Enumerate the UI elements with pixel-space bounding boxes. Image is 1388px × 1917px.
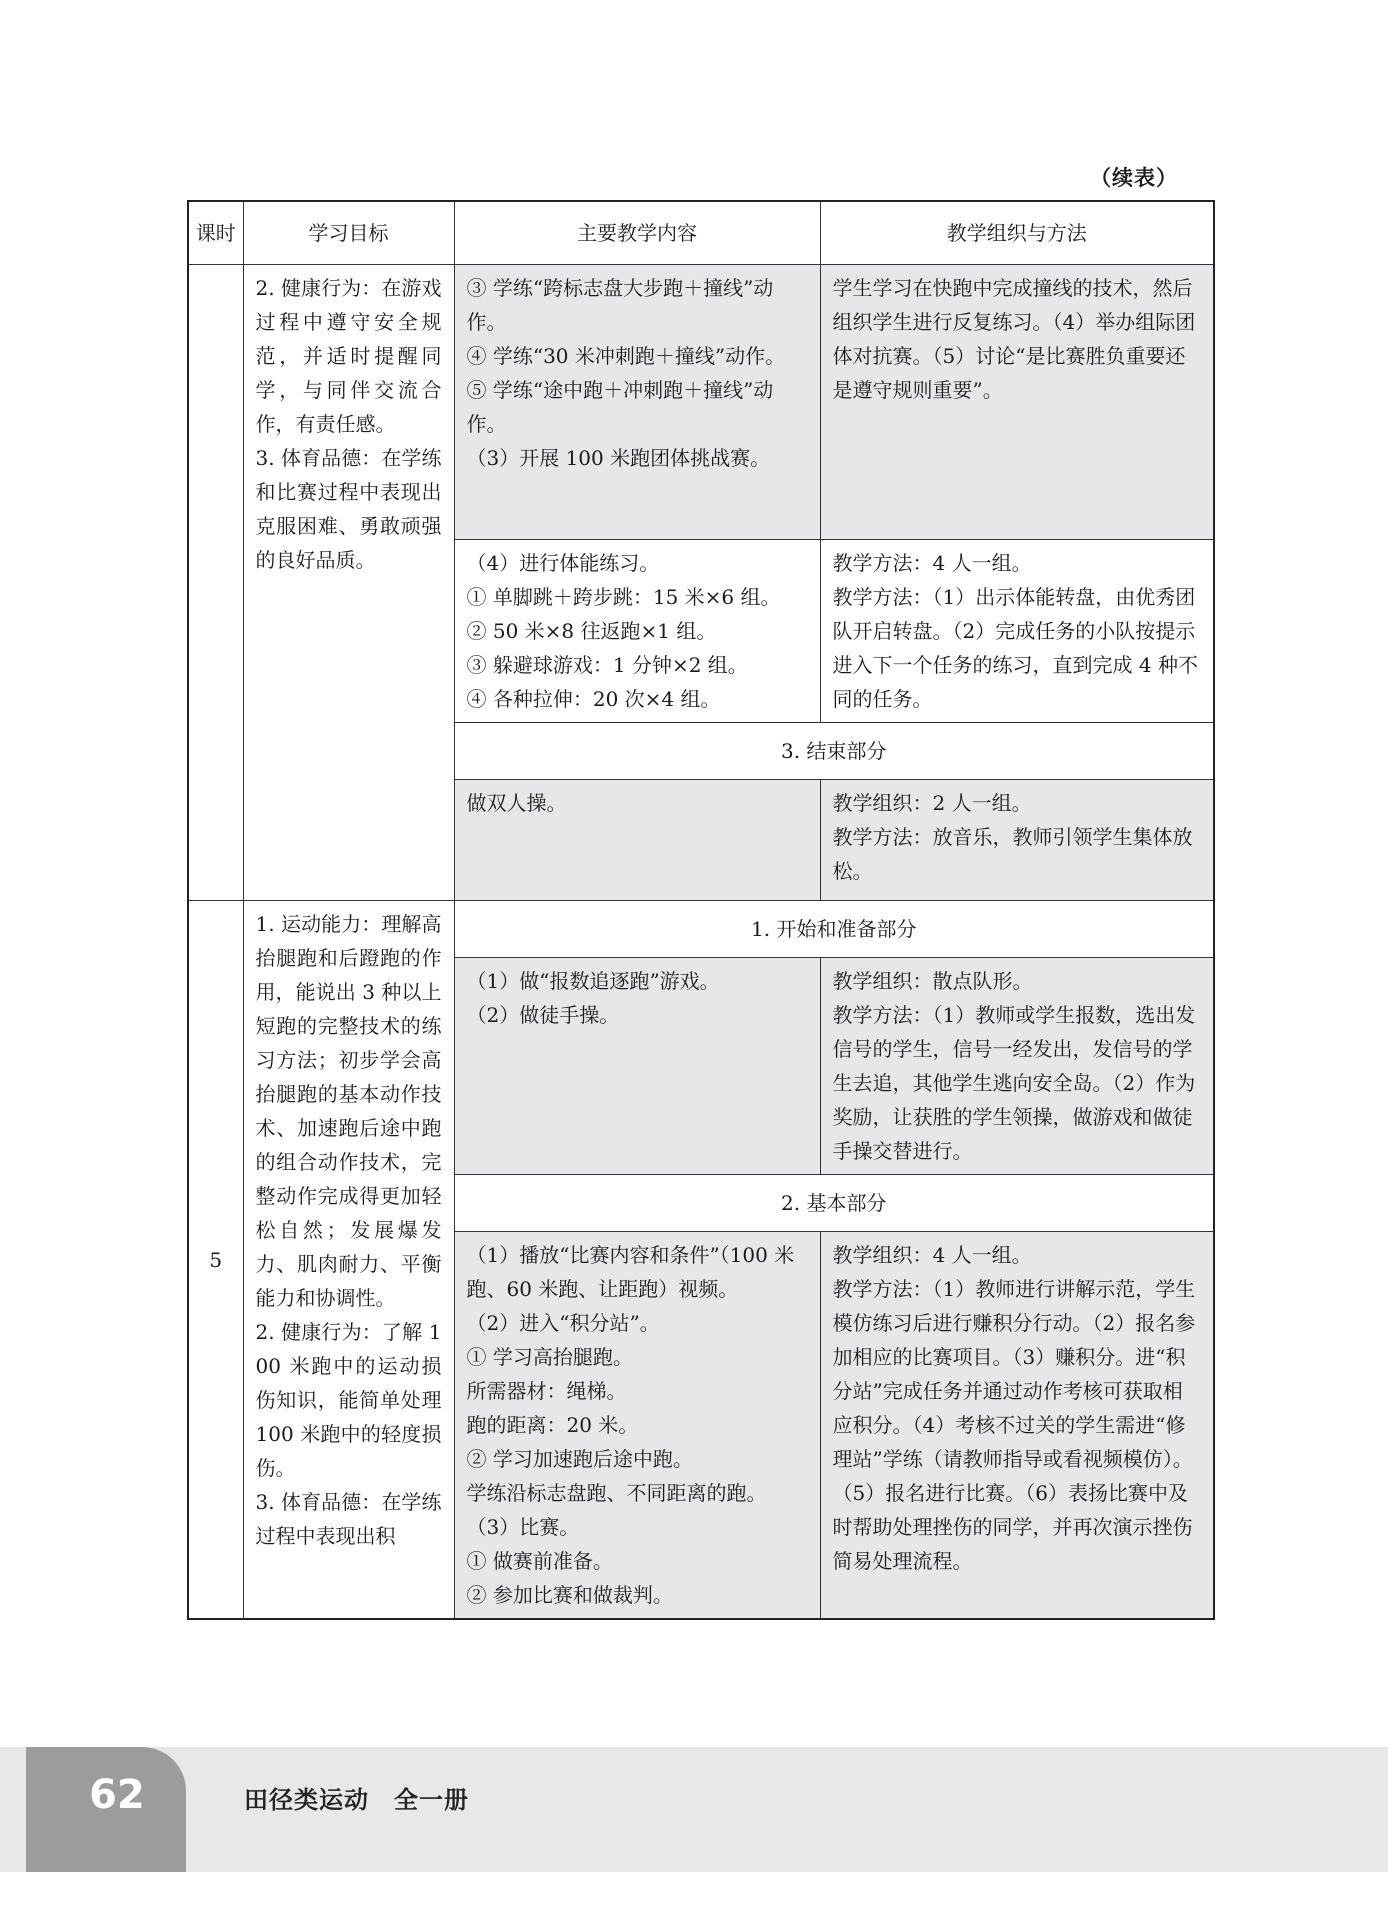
goals-cell	[243, 265, 454, 901]
content-line: （2）进入“积分站”。	[466, 1311, 660, 1335]
content-cell	[454, 958, 820, 1175]
section-heading-basic: 2. 基本部分	[454, 1175, 1214, 1232]
content-line: （3）比赛。	[466, 1515, 580, 1539]
method-line: 教学方法：（1）教师进行讲解示范，学生模仿练习后进行赚积分行动。（2）报名参加相应的比赛项目。（3）赚积分。进“积分站”完成任务并通过动作考核可获取相应积分。（4）考核不过关的学生需进“修理站”学练（请教师指导或看视频模仿）。（5）报名进行比赛。（6）表扬比赛中及时帮助处理挫伤的同学，并再次演示挫伤简易处理流程。	[832, 1277, 1196, 1573]
content-line: ③ 学练“跨标志盘大步跑＋撞线”动作。	[466, 276, 774, 334]
method-cell	[820, 958, 1214, 1175]
method-cell	[820, 780, 1214, 901]
method-cell	[820, 540, 1214, 723]
content-cell	[454, 540, 820, 723]
method-line: 教学方法：（1）教师或学生报数，选出发信号的学生，信号一经发出，发信号的学生去追，其他学生逃向安全岛。（2）作为奖励，让获胜的学生领操，做游戏和做徒手操交替进行。	[832, 1003, 1196, 1163]
content-line: （3）开展 100 米跑团体挑战赛。	[466, 446, 771, 470]
content-cell	[454, 1232, 820, 1620]
header-method: 教学组织与方法	[820, 201, 1214, 265]
page-number: 62	[89, 1772, 145, 1818]
lesson-plan-table	[187, 200, 1215, 1620]
content-line: ② 学习加速跑后途中跑。	[466, 1447, 693, 1471]
table-row	[188, 901, 1214, 958]
content-cell: 做双人操。	[454, 780, 820, 901]
content-line: ④ 各种拉伸：20 次×4 组。	[466, 687, 721, 711]
content-line: （1）做“报数追逐跑”游戏。	[466, 969, 720, 993]
content-line: （2）做徒手操。	[466, 1003, 620, 1027]
method-cell: 学生学习在快跑中完成撞线的技术，然后组织学生进行反复练习。（4）举办组际团体对抗赛。（5）讨论“是比赛胜负重要还是遵守规则重要”。	[820, 265, 1214, 540]
method-line: 教学方法：4 人一组。	[832, 551, 1032, 575]
goals-cell	[243, 901, 454, 1620]
content-line: ② 50 米×8 往返跑×1 组。	[466, 619, 717, 643]
section-heading-end: 3. 结束部分	[454, 723, 1214, 780]
table-row	[188, 265, 1214, 540]
content-cell	[454, 265, 820, 540]
method-line: 教学组织：4 人一组。	[832, 1243, 1032, 1267]
content-line: 跑的距离：20 米。	[466, 1413, 639, 1437]
content-line: ⑤ 学练“途中跑＋冲刺跑＋撞线”动作。	[466, 378, 774, 436]
content-line: ② 参加比赛和做裁判。	[466, 1583, 673, 1607]
goal-item: 1. 运动能力：理解高抬腿跑和后蹬跑的作用，能说出 3 种以上短跑的完整技术的练习方法；初步学会高抬腿跑的基本动作技术、加速跑后途中跑的组合动作技术，完整动作完成得更加轻松自然；发展爆发力、肌肉耐力、平衡能力和协调性。	[255, 912, 442, 1310]
method-line: 教学方法：（1）出示体能转盘，由优秀团队开启转盘。（2）完成任务的小队按提示进入下一个任务的练习，直到完成 4 种不同的任务。	[832, 585, 1198, 711]
goal-item: 2. 健康行为：了解 100 米跑中的运动损伤知识，能简单处理 100 米跑中的轻度损伤。	[255, 1320, 442, 1480]
book-title: 田径类运动 全一册	[244, 1786, 469, 1814]
table-header-row	[188, 201, 1214, 265]
goal-item: 2. 健康行为：在游戏过程中遵守安全规范，并适时提醒同学，与同伴交流合作，有责任感。	[255, 276, 442, 436]
goal-item: 3. 体育品德：在学练和比赛过程中表现出克服困难、勇敢顽强的良好品质。	[255, 446, 442, 572]
header-goals: 学习目标	[243, 201, 454, 265]
footer-band	[0, 1747, 1388, 1872]
lesson-cell-blank	[188, 265, 243, 901]
method-line: 教学组织：2 人一组。	[832, 791, 1032, 815]
content-line: ① 学习高抬腿跑。	[466, 1345, 633, 1369]
section-heading-start: 1. 开始和准备部分	[454, 901, 1214, 958]
header-lesson: 课时	[188, 201, 243, 265]
content-line: ③ 躲避球游戏：1 分钟×2 组。	[466, 653, 748, 677]
continued-label: （续表）	[1090, 166, 1178, 190]
content-line: 学练沿标志盘跑、不同距离的跑。	[466, 1481, 767, 1505]
content-line: （4）进行体能练习。	[466, 551, 660, 575]
lesson-number: 5	[188, 901, 243, 1620]
method-line: 教学组织：散点队形。	[832, 969, 1033, 993]
content-line: 所需器材：绳梯。	[466, 1379, 627, 1403]
content-line: （1）播放“比赛内容和条件”（100 米跑、60 米跑、让距跑）视频。	[466, 1243, 795, 1301]
header-content: 主要教学内容	[454, 201, 820, 265]
content-line: ① 做赛前准备。	[466, 1549, 613, 1573]
goal-item: 3. 体育品德：在学练过程中表现出积	[255, 1490, 442, 1548]
method-cell	[820, 1232, 1214, 1620]
content-line: ④ 学练“30 米冲刺跑＋撞线”动作。	[466, 344, 786, 368]
content-line: ① 单脚跳＋跨步跳：15 米×6 组。	[466, 585, 781, 609]
method-line: 教学方法：放音乐，教师引领学生集体放松。	[832, 825, 1193, 883]
